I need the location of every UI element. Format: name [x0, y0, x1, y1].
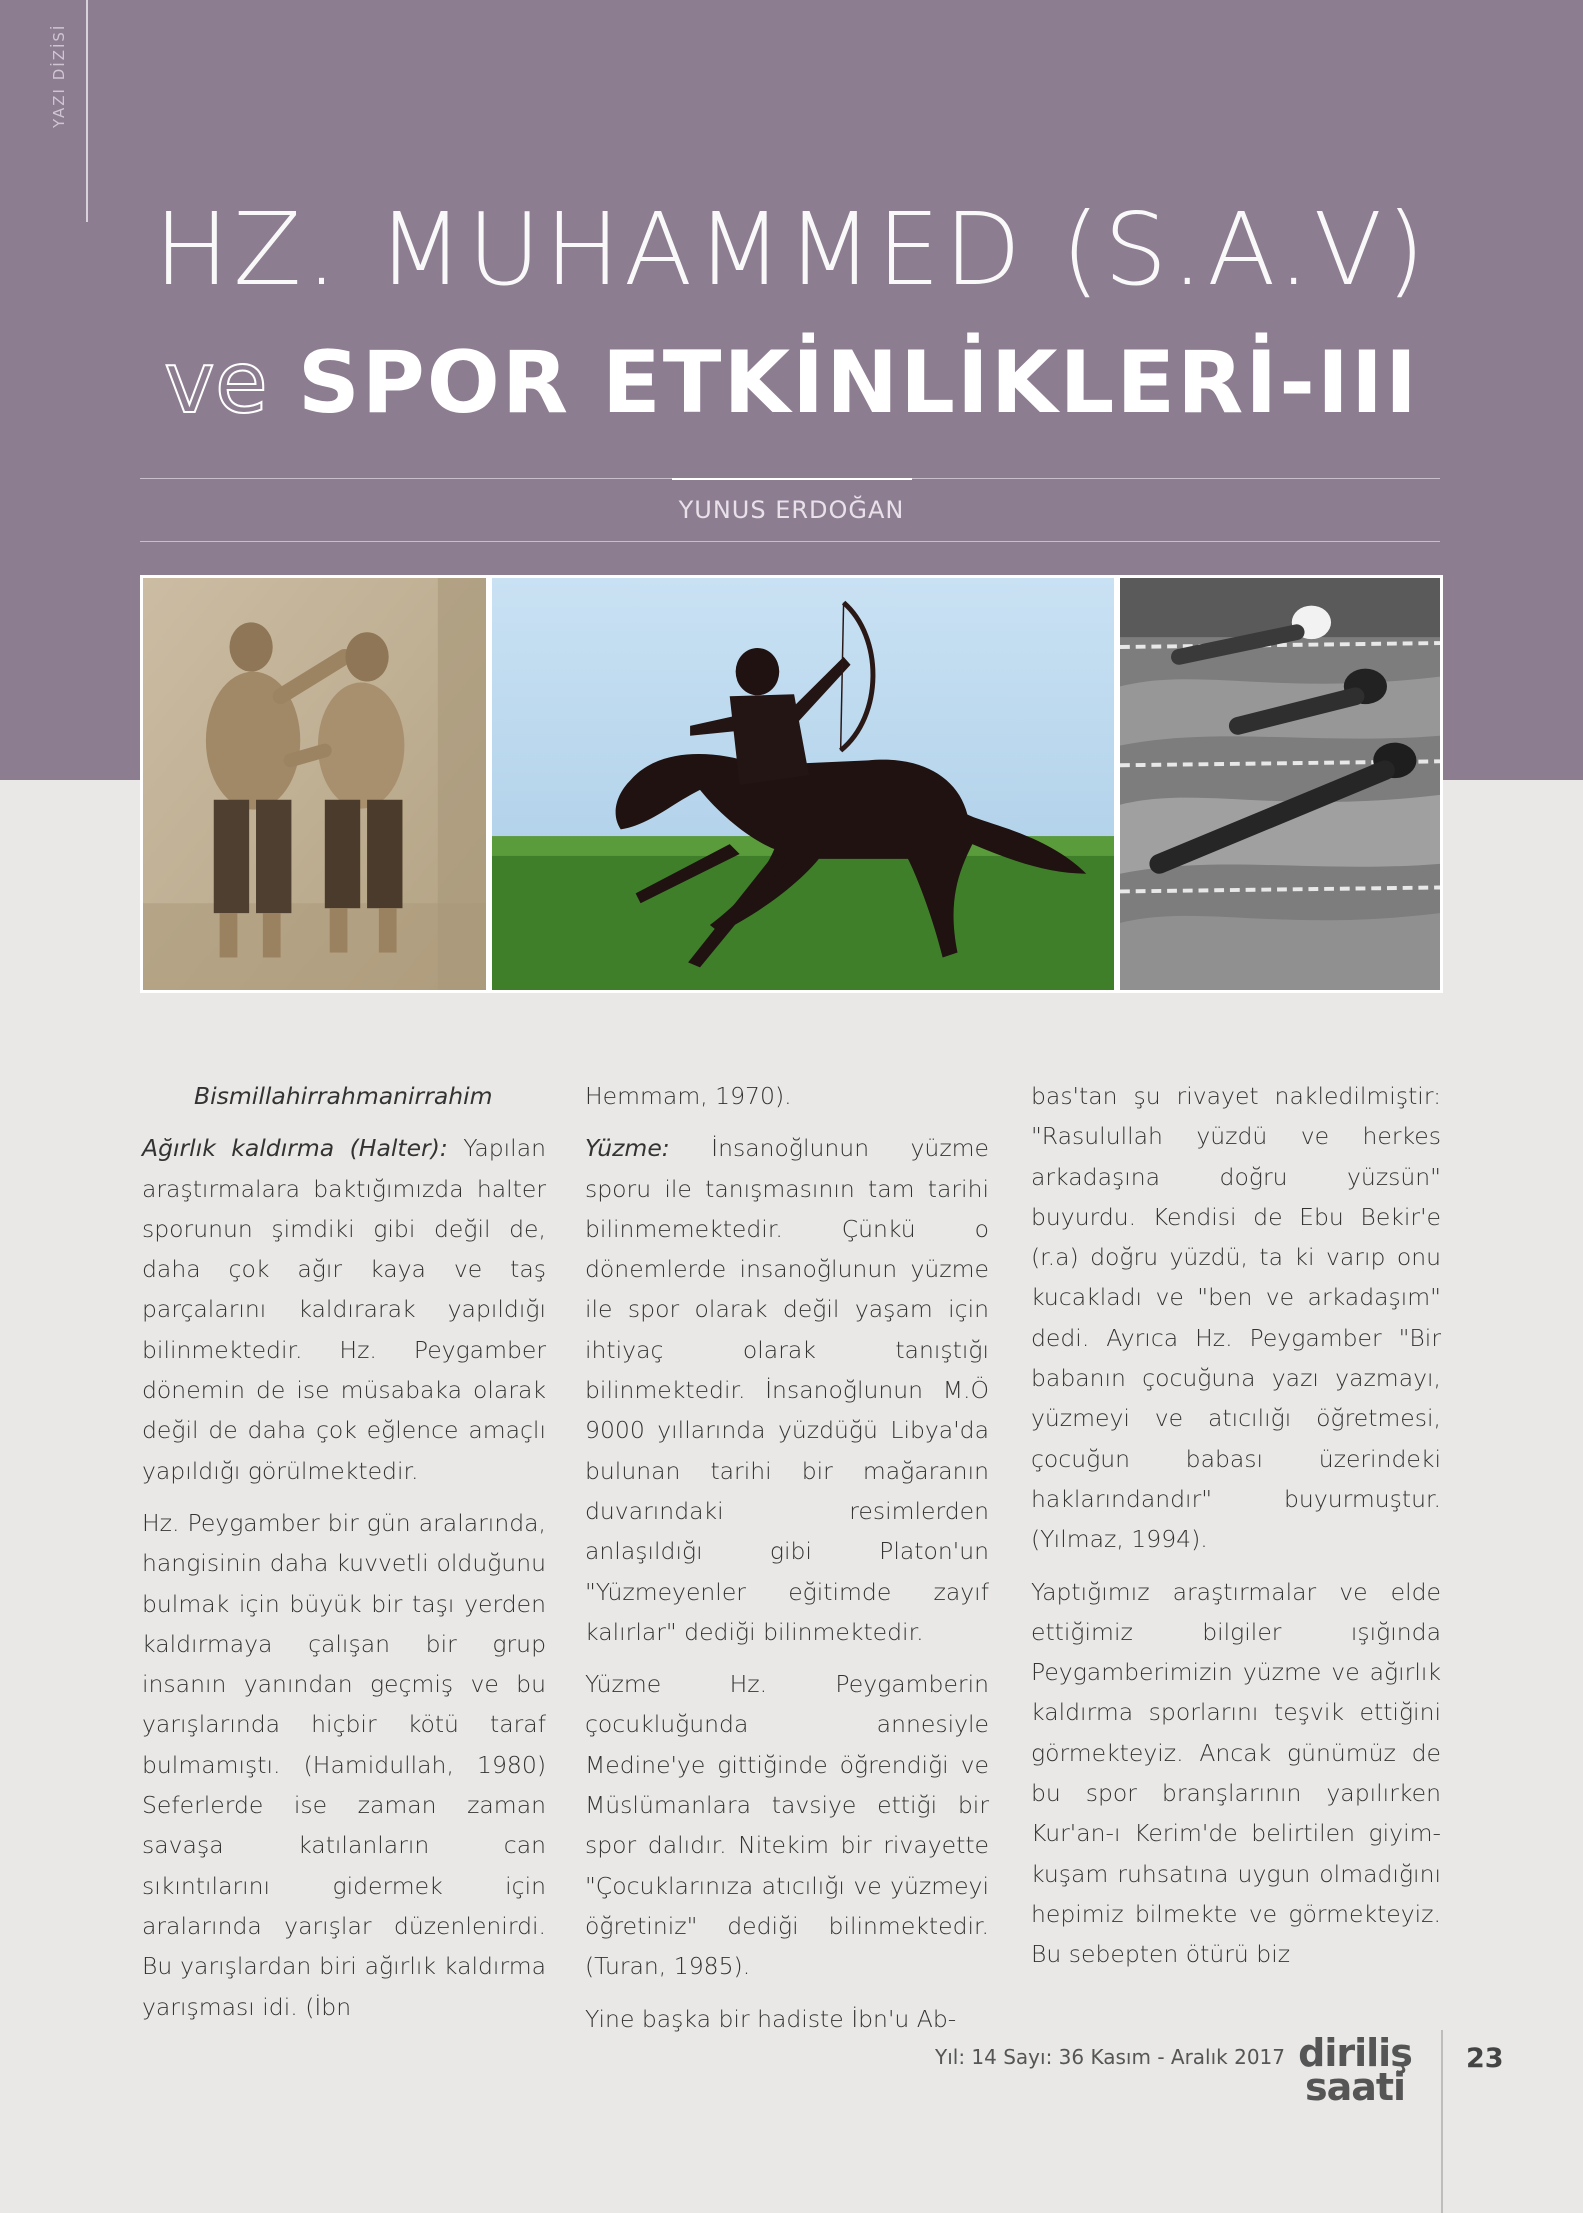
article-column-1 [142, 1076, 546, 2039]
paragraph-conclusion: Yaptığımız araştırmalar ve elde ettiğimiz bilgiler ışığında Peygamberimizin yüzme ve ağırlık kaldırma sporlarını teşvik ettiğini görmekteyiz. Ancak günümüz de bu spor branşlarının yapılırken Kur'an-ı Kerim'de belirtilen giyim-kuşam ruhsatına uygun olmadığını hepimiz bilmekte ve görmekteyiz. Bu sebepten ötürü biz [1031, 1577, 1441, 1969]
paragraph-hadith-intro: Yine başka bir hadiste İbn'u Ab- [585, 2004, 957, 2033]
footer-divider [1441, 2030, 1443, 2213]
title-line-2 [0, 333, 1583, 433]
title-main: SPOR ETKİNLİKLERİ-III [297, 333, 1419, 433]
logo-line-2: saati [1304, 2065, 1406, 2109]
title-ve: ve [164, 333, 268, 433]
author-rule-bottom [140, 541, 1440, 542]
paragraph-swimming-childhood: Yüzme Hz. Peygamberin çocukluğunda annesiyle Medine'ye gittiğinde öğrendiği ve Müslümanlara tavsiye ettiği bir spor dalıdır. Nitekim bir rivayette "Çocuklarınıza atıcılığı ve yüzmeyi öğretiniz" dediği bilinmektedir. (Turan, 1985). [585, 1670, 989, 1981]
swimmers-illustration [1120, 578, 1440, 990]
title-line-1: HZ. MUHAMMED (S.A.V) [153, 191, 1430, 308]
paragraph-swimming-lead: Yüzme: [585, 1134, 670, 1163]
page-number: 23 [1466, 2043, 1504, 2074]
wrestlers-illustration [143, 578, 486, 990]
series-tag: YAZI DİZİSİ [50, 23, 68, 128]
author-name: YUNUS ERDOĞAN [678, 496, 905, 524]
paragraph-stone-lifting: Hz. Peygamber bir gün aralarında, hangisinin daha kuvvetli olduğunu bulmak için büyük bir taşı yerden kaldırmaya çalışan bir grup insanın yanından geçmiş ve bu yarışlarında hiçbir kötü taraf bulmamıştı. (Hamidullah, 1980) Seferlerde ise zaman zaman savaşa katılanların can sıkıntılarını gidermek için aralarında yarışlar düzenlenirdi. Bu yarışlardan biri ağırlık kaldırma yarışması idi. (İbn [142, 1508, 546, 2021]
article-column-2 [585, 1076, 989, 2051]
paragraph-hadith: bas'tan şu rivayet nakledilmiştir: "Rasulullah yüzdü ve herkes arkadaşına doğru yüzsün" buyurdu. Kendisi de Ebu Bekir'e (r.a) doğru yüzdü, ta ki varıp onu kucakladı ve "ben ve arkadaşım" dedi. Ayrıca Hz. Peygamber "Bir babanın çocuğuna yazı yazmayı, yüzmeyi ve atıcılığı öğretmesi, çocuğun babası üzerindeki haklarındandır" buyurmuştur. (Yılmaz, 1994). [1031, 1082, 1441, 1554]
series-divider-line [86, 0, 88, 222]
basmala-line: Bismillahirrahmanirrahim [194, 1082, 493, 1110]
horse-archer-photo [489, 575, 1117, 993]
magazine-logo [1290, 2031, 1420, 2109]
paragraph-weightlifting: Ağırlık kaldırma (Halter): Yapılan araştırmalara baktığımızda halter sporunun şimdiki gibi değil de, daha çok ağır kaya ve taş parçalarını kaldırarak yapıldığı bilinmektedir. Hz. Peygamber dönemin de ise müsabaka olarak değil de daha çok eğlence amaçlı yapıldığı görülmektedir. [142, 1134, 546, 1485]
issue-info: Yıl: 14 Sayı: 36 Kasım - Aralık 2017 [935, 2045, 1285, 2069]
horse-archer-illustration [492, 578, 1114, 990]
article-column-3 [1031, 1076, 1441, 1987]
wrestlers-photo [140, 575, 489, 993]
logo-line-1: diriliş [1298, 2031, 1412, 2075]
paragraph-swimming: Yüzme: İnsanoğlunun yüzme sporu ile tanışmasının tam tarihi bilinmemektedir. Çünkü o dönemlerde insanoğlunun yüzme ile spor olarak değil yaşam için ihtiyaç olarak tanıştığı bilinmektedir. İnsanoğlunun M.Ö 9000 yıllarında yüzdüğü Libya'da bulunan tarihi bir mağaranın duvarındaki resimlerden anlaşıldığı gibi Platon'un "Yüzmeyenler eğitimde zayıf kalırlar" dediği bilinmektedir. [585, 1134, 989, 1646]
paragraph-citation-continued: Hemmam, 1970). [585, 1082, 792, 1110]
paragraph-weightlifting-lead: Ağırlık kaldırma (Halter): [142, 1134, 448, 1163]
swimmers-photo [1117, 575, 1443, 993]
author-accent-line [672, 478, 912, 480]
